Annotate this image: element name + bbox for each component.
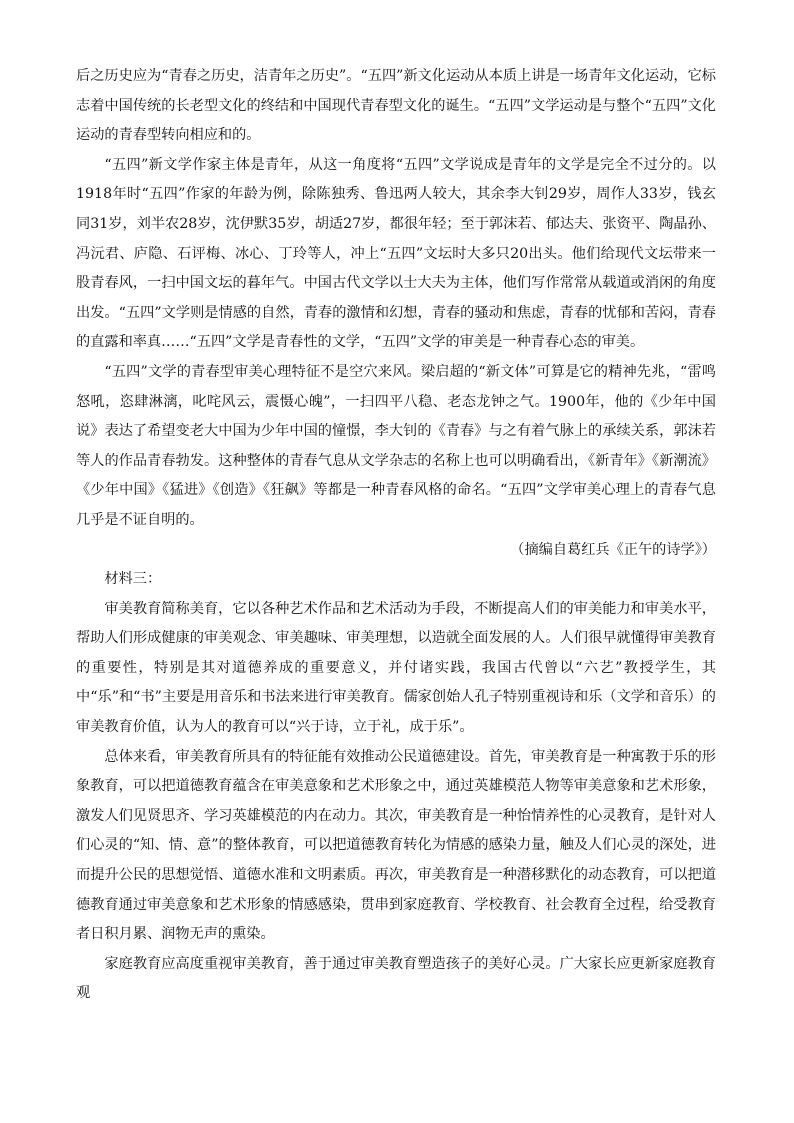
document-body	[76, 62, 716, 1009]
source-citation: （摘编自葛红兵《正午的诗学》）	[510, 541, 716, 558]
paragraph-3: “五四”文学的青春型审美心理特征不是空穴来风。梁启超的“新文体”可算是它的精神先兆，“雷鸣怒吼，恣肆淋漓，叱咤风云，震慑心魄”，一扫四平八稳、老态龙钟之气。1900年，他的《少年中国说》表达了希望变老大中国为少年中国的憧憬，李大钊的《青春》与之有着气脉上的承续关系，郭沫若等人的作品青春勃发。这种整体的青春气息从文学杂志的名称上也可以明确看出，《新青年》《新潮流》《少年中国》《猛进》《创造》《狂飙》等都是一种青春风格的命名。“五四”文学审美心理上的青春气息几乎是不证自明的。	[76, 363, 716, 528]
paragraph-2: “五四”新文学作家主体是青年，从这一角度将“五四”文学说成是青年的文学是完全不过分的。以1918年时“五四”作家的年龄为例，除陈独秀、鲁迅两人较大，其余李大钊29岁，周作人33岁，钱玄同31岁，刘半农28岁，沈伊默35岁，胡适27岁，都很年轻；至于郭沫若、郁达夫、张资平、陶晶孙、冯沅君、庐隐、石评梅、冰心、丁玲等人，冲上“五四”文坛时大多只20出头。他们给现代文坛带来一股青春风，一扫中国文坛的暮年气。中国古代文学以士大夫为主体，他们写作常常从载道或消闲的角度出发。“五四”文学则是情感的自然，青春的激情和幻想，青春的骚动和焦虑，青春的忧郁和苦闷，青春的直露和率真……“五四”文学是青春性的文学，“五四”文学的审美是一种青春心态的审美。	[76, 156, 716, 351]
paragraph-1: 后之历史应为“青春之历史，洁青年之历史”。“五四”新文化运动从本质上讲是一场青年文化运动，它标志着中国传统的长老型文化的终结和中国现代青春型文化的诞生。“五四”文学运动是与整个“五四”文化运动的青春型转向相应和的。	[76, 68, 716, 144]
material-paragraph-2: 总体来看，审美教育所具有的特征能有效推动公民道德建设。首先，审美教育是一种寓教于乐的形象教育，可以把道德教育蕴含在审美意象和艺术形象之中，通过英雄模范人物等审美意象和艺术形象，激发人们见贤思齐、学习英雄模范的内在动力。其次，审美教育是一种怡情养性的心灵教育，是针对人们心灵的“知、情、意”的整体教育，可以把道德教育转化为情感的感染力量，触及人们心灵的深处，进而提升公民的思想觉悟、道德水准和文明素质。再次，审美教育是一种潜移默化的动态教育，可以把道德教育通过审美意象和艺术形象的情感感染，贯串到家庭教育、学校教育、社会教育全过程，给受教育者日积月累、润物无声的熏染。	[76, 748, 716, 943]
material-paragraph-3: 家庭教育应高度重视审美教育，善于通过审美教育塑造孩子的美好心灵。广大家长应更新家庭教育观	[76, 955, 716, 1002]
material-three-heading: 材料三：	[104, 571, 162, 588]
material-paragraph-1: 审美教育简称美育，它以各种艺术作品和艺术活动为手段，不断提高人们的审美能力和审美水平，帮助人们形成健康的审美观念、审美趣味、审美理想，以造就全面发展的人。人们很早就懂得审美教育的重要性，特别是其对道德养成的重要意义，并付诸实践，我国古代曾以“六艺”教授学生，其中“乐”和“书”主要是用音乐和书法来进行审美教育。儒家创始人孔子特别重视诗和乐（文学和音乐）的审美教育价值，认为人的教育可以“兴于诗，立于礼，成于乐”。	[76, 600, 716, 736]
